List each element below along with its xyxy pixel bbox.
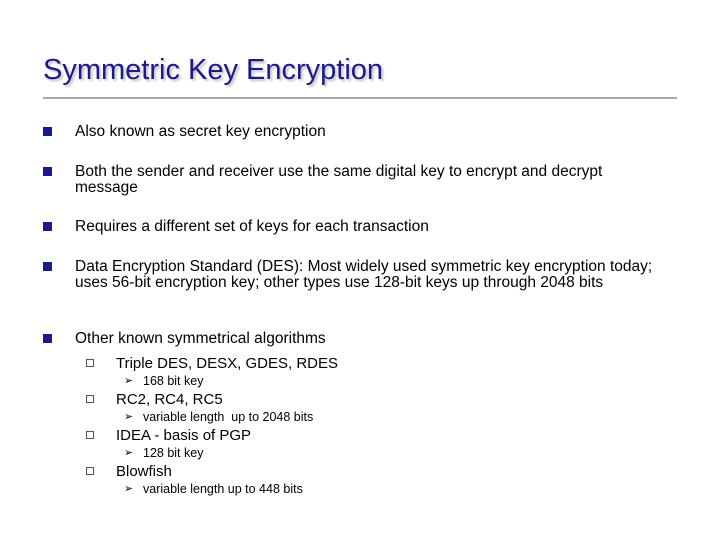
bullet-text: Also known as secret key encryption: [75, 123, 326, 140]
square-bullet-icon: [43, 167, 52, 176]
algorithm-name: IDEA - basis of PGP: [116, 427, 252, 444]
slide-title: Symmetric Key Encryption: [43, 54, 384, 86]
hollow-square-bullet-icon: [86, 395, 94, 403]
square-bullet-icon: [43, 334, 52, 343]
sub-bullet-item: [86, 464, 172, 480]
square-bullet-icon: [43, 222, 52, 231]
algorithm-detail: variable length up to 2048 bits: [143, 410, 314, 424]
arrow-bullet-icon: ➢: [124, 447, 134, 459]
algorithm-detail: variable length up to 448 bits: [143, 482, 303, 496]
bullet-item: [43, 331, 683, 347]
sub-bullet-item: [86, 392, 223, 408]
hollow-square-bullet-icon: [86, 431, 94, 439]
bullet-text: Requires a different set of keys for each transaction: [75, 218, 429, 235]
algorithm-name: RC2, RC4, RC5: [116, 391, 223, 408]
arrow-bullet-icon: ➢: [124, 411, 134, 423]
square-bullet-icon: [43, 127, 52, 136]
bullet-text: Data Encryption Standard (DES): Most widely used symmetric key encryption today; uses 56-bit encryption key; other types use 128-bit keys up through 2048 bits: [75, 258, 653, 291]
bullet-text: Both the sender and receiver use the same digital key to encrypt and decrypt message: [75, 163, 603, 196]
sub-sub-bullet-item: [124, 374, 203, 388]
algorithm-name: Triple DES, DESX, GDES, RDES: [116, 355, 338, 372]
title-divider: [43, 97, 677, 99]
bullet-item: [43, 219, 683, 235]
bullet-item: [43, 259, 673, 291]
algorithm-name: Blowfish: [116, 463, 172, 480]
sub-bullet-item: [86, 356, 338, 372]
sub-bullet-item: [86, 428, 251, 444]
square-bullet-icon: [43, 262, 52, 271]
algorithm-detail: 168 bit key: [143, 374, 204, 388]
sub-sub-bullet-item: [124, 446, 203, 460]
bullet-item: [43, 124, 683, 140]
algorithm-detail: 128 bit key: [143, 446, 204, 460]
hollow-square-bullet-icon: [86, 467, 94, 475]
arrow-bullet-icon: ➢: [124, 483, 134, 495]
bullet-text: Other known symmetrical algorithms: [75, 330, 326, 347]
hollow-square-bullet-icon: [86, 359, 94, 367]
sub-sub-bullet-item: [124, 482, 303, 496]
sub-sub-bullet-item: [124, 410, 313, 424]
bullet-item: [43, 164, 643, 196]
arrow-bullet-icon: ➢: [124, 375, 134, 387]
